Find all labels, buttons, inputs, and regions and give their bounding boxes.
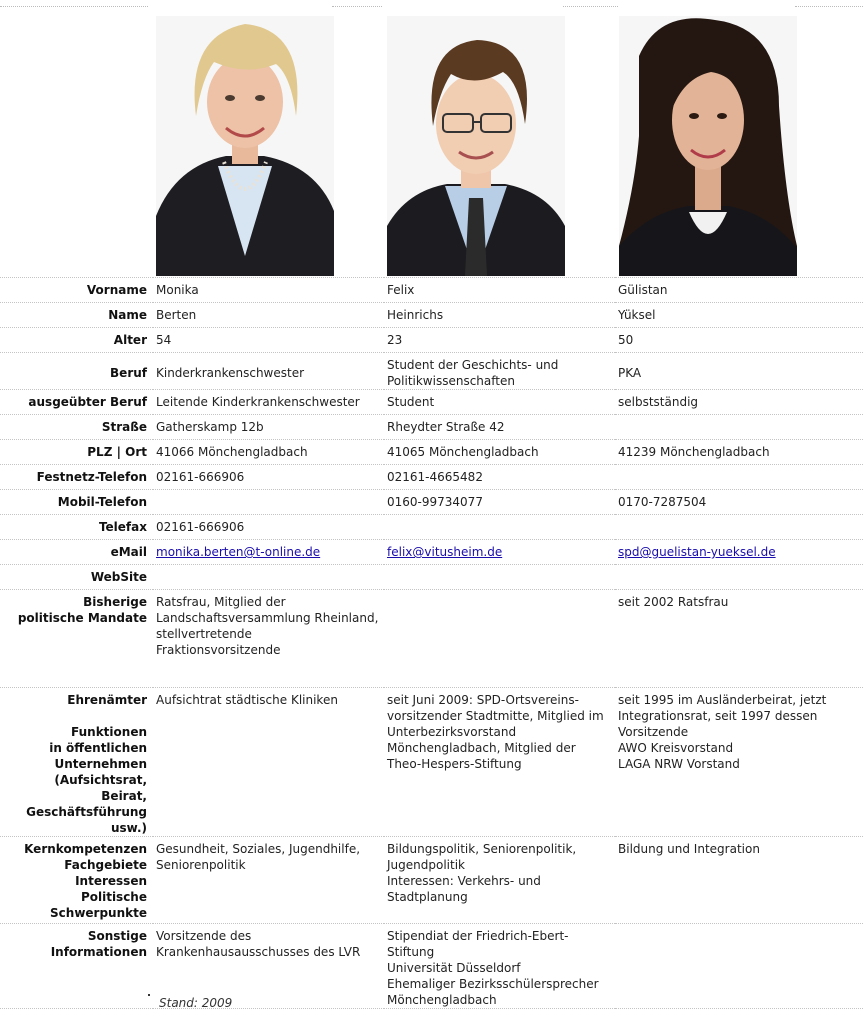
label-vorname: Vorname — [0, 278, 153, 303]
label-website: WebSite — [0, 565, 153, 590]
portrait-dark-haired-woman-icon — [619, 16, 797, 276]
website-2 — [384, 565, 615, 590]
row-alter — [0, 328, 863, 353]
text-line: Aufsichtrat städtische Kliniken — [156, 693, 338, 707]
telefax-2 — [384, 515, 615, 540]
divider — [0, 6, 148, 7]
mandate-2 — [384, 590, 615, 688]
ausgeuebter-beruf-1: Leitende Kinderkrankenschwester — [153, 390, 384, 415]
beruf-1: Kinderkrankenschwester — [153, 353, 384, 390]
label-line: Sonstige — [87, 929, 147, 943]
sonstige-2 — [384, 924, 615, 1009]
mobil-1 — [153, 490, 384, 515]
text-line: stellvertretende — [156, 627, 252, 641]
row-festnetz — [0, 465, 863, 490]
text-line: vorsitzender Stadtmitte, Mitglied im — [387, 709, 604, 723]
row-name — [0, 303, 863, 328]
row-sonstige — [0, 924, 863, 1009]
text-line: Vorsitzende — [618, 725, 689, 739]
text-line: Universität Düsseldorf — [387, 961, 521, 975]
text-line: Stipendiat der Friedrich-Ebert- — [387, 929, 569, 943]
text-line: seit Juni 2009: SPD-Ortsvereins- — [387, 693, 579, 707]
ehrenaemter-3 — [615, 688, 863, 837]
text-line: Fraktionsvorsitzende — [156, 643, 281, 657]
vorname-1: Monika — [153, 278, 384, 303]
footer-stand: Stand: 2009 — [159, 996, 233, 1010]
text-line: Ratsfrau, Mitglied der — [156, 595, 286, 609]
kompetenzen-1 — [153, 837, 384, 924]
plz-ort-1: 41066 Mönchengladbach — [153, 440, 384, 465]
text-line: Mönchengladbach — [387, 993, 497, 1007]
divider — [563, 6, 618, 7]
label-kompetenzen — [0, 837, 153, 924]
text-line: seit 2002 Ratsfrau — [618, 595, 729, 609]
label-ehrenaemter — [0, 688, 153, 837]
website-3 — [615, 565, 863, 590]
row-beruf — [0, 353, 863, 390]
website-1 — [153, 565, 384, 590]
label-ausgeuebter-beruf: ausgeübter Beruf — [0, 390, 153, 415]
label-sonstige — [0, 924, 153, 1009]
label-line: Bisherige — [83, 595, 147, 609]
text-line: Stiftung — [387, 945, 435, 959]
text-line: Integrationsrat, seit 1997 dessen — [618, 709, 818, 723]
portrait-photo-2 — [387, 16, 565, 276]
mobil-2: 0160-99734077 — [384, 490, 615, 515]
mobil-3: 0170-7287504 — [615, 490, 863, 515]
beruf-3: PKA — [615, 353, 863, 390]
divider — [795, 6, 863, 7]
row-website — [0, 565, 863, 590]
mandate-1 — [153, 590, 384, 688]
portrait-blonde-woman-icon — [156, 16, 334, 276]
row-plz-ort — [0, 440, 863, 465]
text-line: Krankenhausausschusses des LVR — [156, 945, 361, 959]
divider — [332, 6, 382, 7]
label-line: usw.) — [110, 821, 147, 835]
telefax-3 — [615, 515, 863, 540]
festnetz-2: 02161-4665482 — [384, 465, 615, 490]
ehrenaemter-1 — [153, 688, 384, 837]
text-line: Landschaftsversammlung Rheinland, — [156, 611, 379, 625]
text-line: Theo-Hespers-Stiftung — [387, 757, 522, 771]
email-link-2[interactable]: felix@vitusheim.de — [387, 545, 503, 559]
row-mandate — [0, 590, 863, 688]
row-ehrenaemter — [0, 688, 863, 837]
strasse-1: Gatherskamp 12b — [153, 415, 384, 440]
festnetz-1: 02161-666906 — [153, 465, 384, 490]
telefax-1: 02161-666906 — [153, 515, 384, 540]
text-line: Unterbezirksvorstand — [387, 725, 517, 739]
vorname-2: Felix — [384, 278, 615, 303]
plz-ort-3: 41239 Mönchengladbach — [615, 440, 863, 465]
label-line: Politische — [80, 890, 147, 904]
portrait-photo-3 — [619, 16, 797, 276]
text-line: Ehemaliger Bezirksschülersprecher — [387, 977, 599, 991]
row-kompetenzen — [0, 837, 863, 924]
label-line: Funktionen — [71, 725, 147, 739]
bullet-dot — [148, 994, 150, 996]
row-email — [0, 540, 863, 565]
kompetenzen-2 — [384, 837, 615, 924]
row-strasse — [0, 415, 863, 440]
portrait-photo-1 — [156, 16, 334, 276]
festnetz-3 — [615, 465, 863, 490]
label-strasse: Straße — [0, 415, 153, 440]
text-line: Interessen: Verkehrs- und — [387, 874, 541, 888]
text-line: Bildung und Integration — [618, 842, 760, 856]
label-line: Informationen — [50, 945, 147, 959]
label-line: Fachgebiete — [64, 858, 147, 872]
label-line: Geschäftsführung — [26, 805, 147, 819]
text-line: Vorsitzende des — [156, 929, 252, 943]
text-line: Stadtplanung — [387, 890, 468, 904]
plz-ort-2: 41065 Mönchengladbach — [384, 440, 615, 465]
label-beruf: Beruf — [0, 353, 153, 390]
row-telefax — [0, 515, 863, 540]
label-spacer — [3, 708, 147, 724]
label-email: eMail — [0, 540, 153, 565]
candidate-table — [0, 277, 863, 1013]
name-1: Berten — [153, 303, 384, 328]
text-line: Mönchengladbach, Mitglied der — [387, 741, 576, 755]
ausgeuebter-beruf-2: Student — [384, 390, 615, 415]
label-plz-ort: PLZ | Ort — [0, 440, 153, 465]
label-festnetz: Festnetz-Telefon — [0, 465, 153, 490]
text-line: Jugendpolitik — [387, 858, 465, 872]
label-line: Interessen — [75, 874, 147, 888]
label-mobil: Mobil-Telefon — [0, 490, 153, 515]
name-3: Yüksel — [615, 303, 863, 328]
alter-3: 50 — [615, 328, 863, 353]
label-line: politische Mandate — [17, 611, 147, 625]
label-line: Schwerpunkte — [50, 906, 147, 920]
text-line: AWO Kreisvorstand — [618, 741, 734, 755]
alter-2: 23 — [384, 328, 615, 353]
name-2: Heinrichs — [384, 303, 615, 328]
label-name: Name — [0, 303, 153, 328]
strasse-2: Rheydter Straße 42 — [384, 415, 615, 440]
label-telefax: Telefax — [0, 515, 153, 540]
text-line: seit 1995 im Ausländerbeirat, jetzt — [618, 693, 827, 707]
text-line: LAGA NRW Vorstand — [618, 757, 740, 771]
kompetenzen-3 — [615, 837, 863, 924]
email-link-3[interactable]: spd@guelistan-yueksel.de — [618, 545, 776, 559]
beruf-2: Student der Geschichts- und Politikwissenschaften — [384, 353, 615, 390]
label-line: Ehrenämter — [67, 693, 147, 707]
label-mandate — [0, 590, 153, 688]
ehrenaemter-2 — [384, 688, 615, 837]
portrait-young-man-glasses-icon — [387, 16, 565, 276]
label-alter: Alter — [0, 328, 153, 353]
label-line: Beirat, — [101, 789, 147, 803]
row-bottom-border — [0, 1009, 863, 1014]
alter-1: 54 — [153, 328, 384, 353]
label-line: in öffentlichen — [49, 741, 147, 755]
text-line: Gesundheit, Soziales, Jugendhilfe, — [156, 842, 361, 856]
text-line: Bildungspolitik, Seniorenpolitik, — [387, 842, 577, 856]
row-ausgeuebter-beruf — [0, 390, 863, 415]
ausgeuebter-beruf-3: selbstständig — [615, 390, 863, 415]
row-mobil — [0, 490, 863, 515]
label-line: Unternehmen — [54, 757, 147, 771]
label-line: Kernkompetenzen — [24, 842, 147, 856]
mandate-3 — [615, 590, 863, 688]
strasse-3 — [615, 415, 863, 440]
vorname-3: Gülistan — [615, 278, 863, 303]
text-line: Seniorenpolitik — [156, 858, 246, 872]
sonstige-3 — [615, 924, 863, 1009]
email-link-1[interactable]: monika.berten@t-online.de — [156, 545, 321, 559]
row-vorname — [0, 278, 863, 303]
label-line: (Aufsichtsrat, — [54, 773, 147, 787]
